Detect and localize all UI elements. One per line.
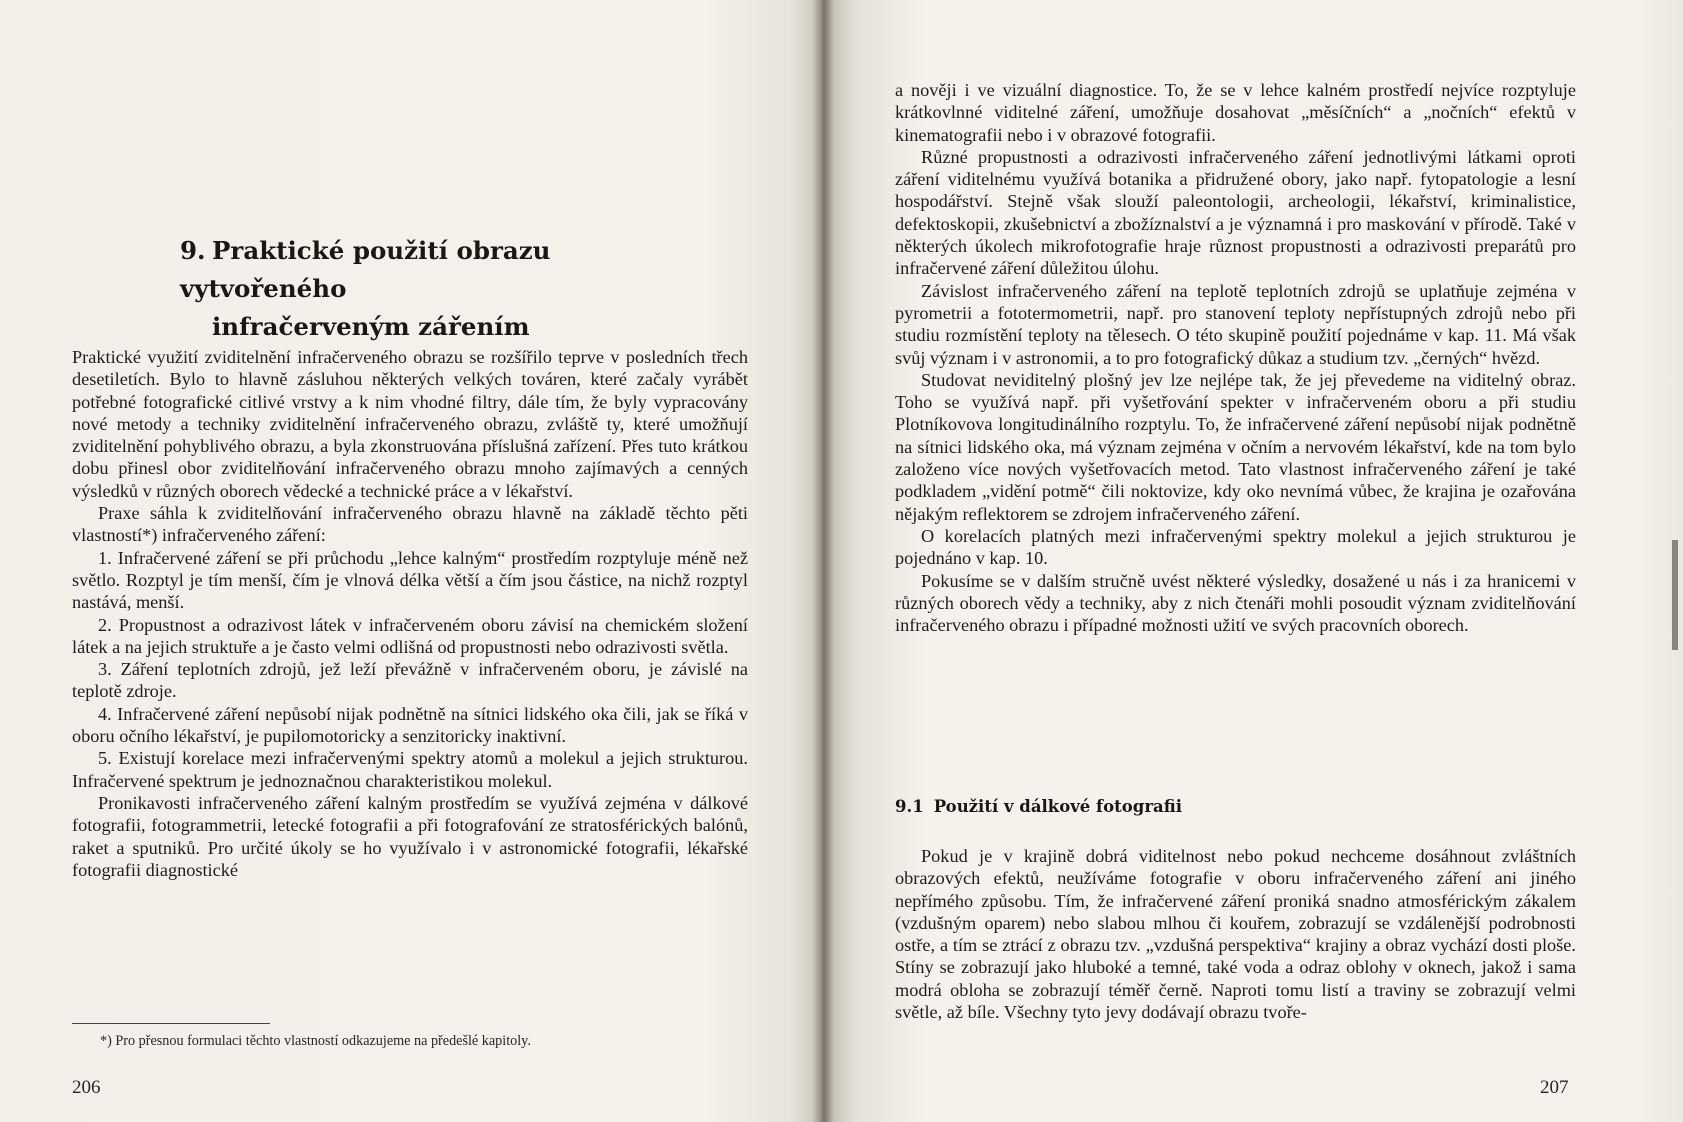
chapter-title-line-2: infračerveným zářením (212, 312, 530, 341)
list-item: 5. Existují korelace mezi infračervenými spektry atomů a molekul a jejich strukturou. Infračervené spektrum je jednoznačnou charakteristikou molekul. (72, 748, 748, 791)
footnote-rule (72, 1023, 270, 1024)
paragraph: O korelacích platných mezi infračervenými spektry molekul a jejich strukturou je pojednáno v kap. 10. (895, 525, 1576, 569)
paragraph: Pronikavosti infračerveného záření kalným prostředím se využívá zejména v dálkové fotografii, fotogrammetrii, letecké fotografii a při fotografování ze stratosférických balónů, raket a sputniků. Pro určité úkoly se ho využívalo i v astronomické fotografii, lékařské fotografii diagnostické (72, 792, 748, 880)
left-body-text (72, 346, 748, 881)
list-item: 1. Infračervené záření se při průchodu „lehce kalným“ prostředím rozptyluje méně než světlo. Rozptyl je tím menší, čím je vlnová délka větší a čím jsou částice, na nichž rozptyl nastává, menší. (72, 547, 748, 613)
paragraph: Studovat neviditelný plošný jev lze nejlépe tak, že jej převedeme na viditelný obraz. Toho se využívá např. při vyšetřování spekter v infračerveném oboru a při studiu Plotníkovova longitudinálního rozptylu. To, že infračervené záření nepůsobí nijak podnětně na sítnici lidského oka, má význam zejména v očním a nervovém lékařství, kde na tom bylo založeno více nových vyšetřovacích metod. Tato vlastnost infračerveného záření je také podkladem „vidění potmě“ čili noktovize, kdy oko nevnímá vůbec, že krajina je ozařována nějakým reflektorem se zdrojem infračerveného záření. (895, 369, 1576, 524)
section-heading (895, 797, 1182, 816)
book-gutter (812, 0, 834, 1122)
footnote: *) Pro přesnou formulaci těchto vlastností odkazujeme na předešlé kapitoly. (100, 1033, 531, 1049)
paragraph: Různé propustnosti a odrazivosti infračerveného záření jednotlivými látkami oproti záření viditelnému využívá botanika a přidružené obory, jako např. fytopatologie a lesní hospodářství. Stejně však slouží paleontologii, archeologii, lékařství, kriminalistice, defektoskopii, zkušebnictví a zbožíznalství a je významná i pro maskování v přírodě. Také v některých úkolech mikrofotografie hraje různost propustnosti a odrazivosti preparátů pro infračervené záření důležitou úlohu. (895, 146, 1576, 279)
paragraph: Pokud je v krajině dobrá viditelnost nebo pokud nechceme dosáhnout zvláštních obrazových efektů, neužíváme fotografie v oboru infračerveného záření ani jiného nepřímého způsobu. Tím, že infračervené záření proniká snadno atmosférickým zákalem (vzdušným oparem) nebo slabou mlhou či kouřem, zobrazují se vzdálenější podrobnosti ostře, a tím se ztrácí z obrazu tzv. „vzdušná perspektiva“ krajiny a obraz vychází dosti ploše. Stíny se zobrazují jako hluboké a temné, také voda a odraz oblohy v oknech, jakož i sama modrá obloha se zobrazují téměř černě. Naproti tomu listí a traviny se zobrazují velmi světle, až bíle. Všechny tyto jevy dodávají obrazu tvoře- (895, 846, 1576, 1023)
page-number-right: 207 (1540, 1077, 1569, 1098)
section-body-text (895, 845, 1576, 1023)
paragraph: Závislost infračerveného záření na teplotě teplotních zdrojů se uplatňuje zejména v pyrometrii a fototermometrii, např. pro stanovení teploty nepřístupných zdrojů nebo při studiu rozmístění teploty na tělesech. O této skupině použití pojednáme v kap. 11. Má však svůj význam i v astronomii, a to pro fotografický důkaz a studium tzv. „černých“ hvězd. (895, 280, 1576, 368)
paragraph: a nověji i ve vizuální diagnostice. To, že se v lehce kalném prostředí nejvíce rozptyluje krátkovlnné viditelné záření, umožňuje dosahovat „měsíčních“ a „nočních“ efektů v kinematografii nebo i v obrazové fotografii. (895, 80, 1576, 145)
page-edge-mark (1672, 540, 1678, 650)
section-title: Použití v dálkové fotografii (933, 797, 1182, 816)
paragraph: Pokusíme se v dalším stručně uvést některé výsledky, dosažené u nás i za hranicemi v různých oborech vědy a techniky, aby z nich čtenáři mohli posoudit význam zviditelňování infračerveného obrazu i případné možnosti užití ve svých pracovních oborech. (895, 570, 1576, 636)
right-body-text (895, 79, 1576, 636)
paragraph: Praxe sáhla k zviditelňování infračerveného obrazu hlavně na základě těchto pěti vlastností*) infračerveného záření: (72, 503, 748, 546)
paragraph: Praktické využití zviditelnění infračerveného obrazu se rozšířilo teprve v posledních třech desetiletích. Bylo to hlavně zásluhou některých velkých továren, které začaly vyrábět potřebné fotografické citlivé vrstvy a k nim vhodné filtry, dále tím, že byly vypracovány nové metody a techniky zviditelnění infračerveného obrazu, zvláště ty, které umožňují zviditelnění pohyblivého obrazu, a byla zkonstruována příslušná zařízení. Přes tuto krátkou dobu přinesl obor zviditelňování infračerveného obrazu mnoho zajímavých a cenných výsledků v různých oborech vědecké a technické práce a v lékařství. (72, 347, 748, 501)
list-item: 3. Záření teplotních zdrojů, jež leží převážně v infračerveném oboru, je závislé na teplotě zdroje. (72, 659, 748, 702)
chapter-number: 9. (180, 236, 206, 265)
list-item: 2. Propustnost a odrazivost látek v infračerveném oboru závisí na chemickém složení látek a na jejich struktuře a je často velmi odlišná od propustnosti nebo odrazivosti světla. (72, 614, 748, 657)
page-number-left: 206 (72, 1077, 101, 1098)
section-number: 9.1 (895, 797, 924, 816)
list-item: 4. Infračervené záření nepůsobí nijak podnětně na sítnici lidského oka čili, jak se říká v oboru očního lékařství, je pupilomotoricky a senzitoricky inaktivní. (72, 703, 748, 747)
chapter-title-line-1: Praktické použití obrazu vytvořeného (180, 236, 551, 303)
chapter-title (180, 232, 720, 346)
left-page (0, 0, 822, 1122)
